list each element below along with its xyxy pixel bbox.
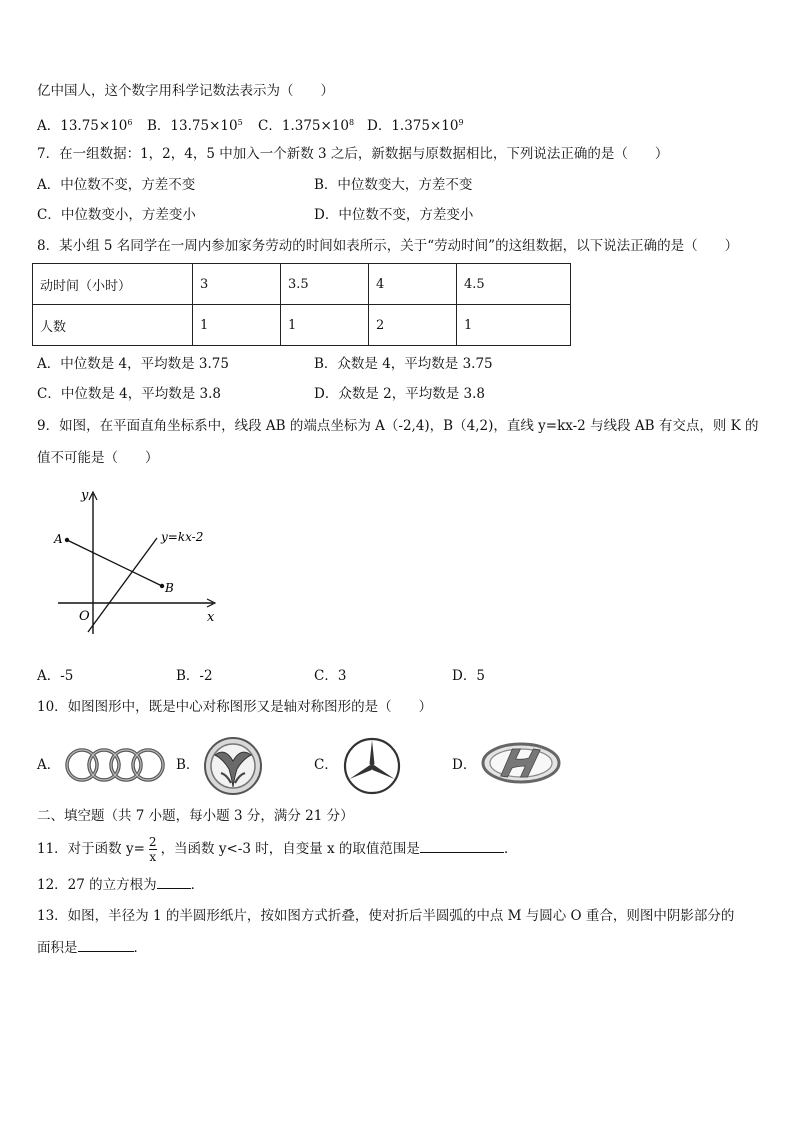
q10-stem: 10．如图图形中，既是中心对称图形又是轴对称图形的是（ ） <box>37 699 433 715</box>
q12-answer-blank[interactable] <box>157 876 191 889</box>
q9-stem-line1: 9．如图，在平面直角坐标系中，线段 AB 的端点坐标为 A（-2,4)，B（4,2)，直线 y=kx-2 与线段 AB 有交点，则 K 的 <box>37 418 759 434</box>
q9-option-c: C．3 <box>314 668 347 684</box>
dongfeng-logo-icon <box>201 735 265 797</box>
table-cell: 1 <box>457 305 571 346</box>
q8-option-c: C．中位数是 4，平均数是 3.8 <box>37 386 221 402</box>
q8-option-a: A．中位数是 4，平均数是 3.75 <box>37 356 229 372</box>
q10-option-b-label: B． <box>176 757 200 773</box>
table-cell: 1 <box>193 305 281 346</box>
q11-answer-blank[interactable] <box>420 840 504 853</box>
q11-fraction: $\frac{2}{x}$ <box>148 835 157 864</box>
h-oval-logo-icon <box>480 740 562 786</box>
table-cell: 4.5 <box>457 264 571 305</box>
point-b-label: B <box>165 581 174 595</box>
q11-line: 11．对于函数 y= $\frac{2}{x}$ ，当函数 y<-3 时，自变量 x 的取值范围是 ． <box>37 835 518 864</box>
q13-stem-line1: 13．如图，半径为 1 的半圆形纸片，按如图方式折叠，使对折后半圆弧的中点 M 与圆心 O 重合，则图中阴影部分的 <box>37 908 735 924</box>
segment-ab <box>67 540 162 586</box>
q7-option-b: B．中位数变大，方差不变 <box>314 177 473 193</box>
q10-option-d-label: D． <box>452 757 477 773</box>
q6-stem-tail: 亿中国人，这个数字用科学记数法表示为（ ） <box>37 83 334 99</box>
q10-option-a-label: A． <box>37 757 61 773</box>
section-fill-in-heading: 二、填空题（共 7 小题，每小题 3 分，满分 21 分） <box>37 808 354 824</box>
table-cell: 3 <box>193 264 281 305</box>
four-rings-logo-icon <box>64 743 166 787</box>
labor-time-table <box>32 263 571 346</box>
q11-text-after: ，当函数 y<-3 时，自变量 x 的取值范围是 <box>160 841 420 857</box>
q9-option-b: B．-2 <box>176 668 213 684</box>
q9-coordinate-figure <box>50 482 225 637</box>
y-axis-label: y <box>81 488 89 503</box>
line-equation-label: y=kx-2 <box>161 530 204 544</box>
q6-option-c: C．$1.375\times 10^8$ <box>258 118 355 134</box>
table-cell: 人数 <box>33 305 193 346</box>
table-cell: 动时间（小时） <box>33 264 193 305</box>
q9-stem-line2: 值不可能是（ ） <box>37 450 159 466</box>
q11-text-before: 11．对于函数 y= <box>37 841 145 857</box>
q7-option-d: D．中位数不变，方差变小 <box>314 207 474 223</box>
q6-option-a: A．$13.75\times 10^6$ <box>37 118 133 134</box>
q9-option-a: A．-5 <box>37 668 74 684</box>
point-a <box>65 538 69 542</box>
table-cell: 2 <box>369 305 457 346</box>
q13-answer-blank[interactable] <box>78 939 134 952</box>
line-y-kx-2 <box>88 538 157 632</box>
table-row <box>33 305 571 346</box>
point-b <box>160 584 164 588</box>
q9-option-d: D．5 <box>452 668 485 684</box>
three-pointed-star-logo-icon <box>342 736 402 796</box>
q8-option-b: B．众数是 4，平均数是 3.75 <box>314 356 493 372</box>
q7-option-a: A．中位数不变，方差不变 <box>37 177 196 193</box>
origin-label: O <box>79 609 90 624</box>
q6-option-b: B．$13.75\times 10^5$ <box>147 118 243 134</box>
q7-stem: 7．在一组数据：1，2，4，5 中加入一个新数 3 之后，新数据与原数据相比，下列说法正确的是（ ） <box>37 146 669 162</box>
table-row <box>33 264 571 305</box>
table-cell: 4 <box>369 264 457 305</box>
q7-option-c: C．中位数变小，方差变小 <box>37 207 196 223</box>
q6-option-d: D．$1.375\times 10^9$ <box>367 118 464 134</box>
q8-option-d: D．众数是 2，平均数是 3.8 <box>314 386 485 402</box>
q13-line2: 面积是 ． <box>37 940 147 956</box>
q12-line: 12．27 的立方根为 ． <box>37 877 205 893</box>
x-axis-label: x <box>207 610 215 625</box>
table-cell: 1 <box>281 305 369 346</box>
table-cell: 3.5 <box>281 264 369 305</box>
q8-stem: 8．某小组 5 名同学在一周内参加家务劳动的时间如表所示，关于“劳动时间”的这组数据，以下说法正确的是（ ） <box>37 238 739 254</box>
point-a-label: A <box>54 532 63 546</box>
q10-option-c-label: C． <box>314 757 338 773</box>
